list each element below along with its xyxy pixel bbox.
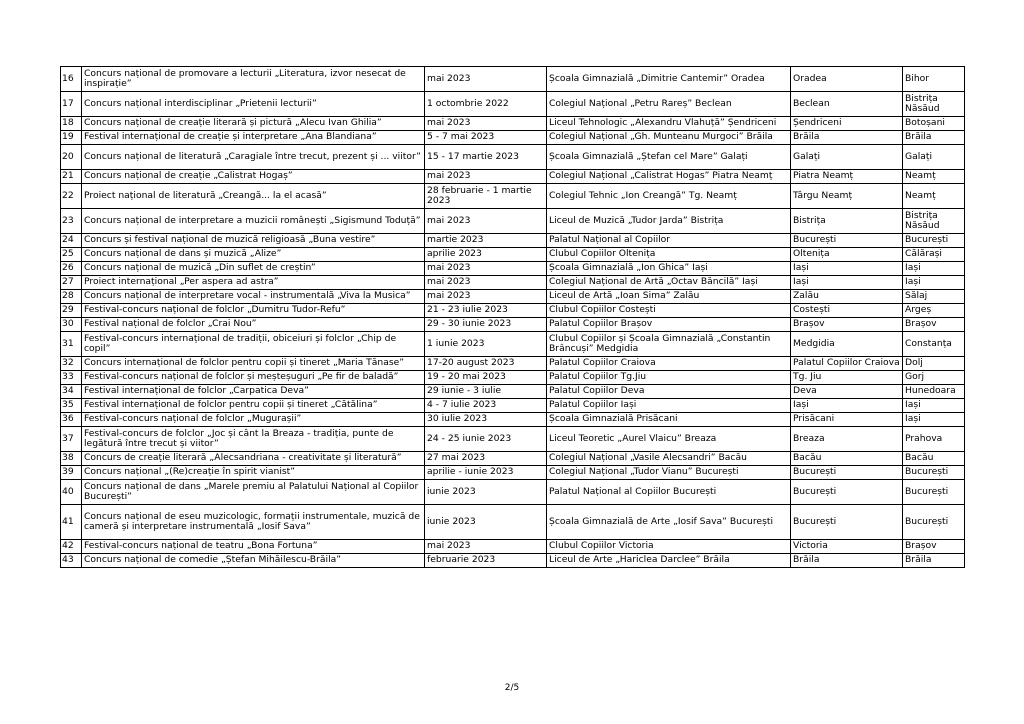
cell-nr: 43 <box>61 554 82 568</box>
table-row <box>61 452 965 466</box>
cell-county: Călărași <box>903 248 965 262</box>
cell-county: Hunedoara <box>903 385 965 399</box>
cell-institution: Liceul de Arte „Hariclea Darclee” Brăila <box>547 554 791 568</box>
cell-title: Festival internațional de folclor „Carpatica Deva” <box>82 385 425 399</box>
cell-date: mai 2023 <box>425 262 547 276</box>
cell-nr: 24 <box>61 234 82 248</box>
cell-nr: 32 <box>61 357 82 371</box>
cell-institution: Colegiul Național „Petru Rareș” Beclean <box>547 92 791 117</box>
cell-nr: 25 <box>61 248 82 262</box>
cell-title: Concurs național de creație „Calistrat Hogaș” <box>82 170 425 184</box>
cell-date: mai 2023 <box>425 290 547 304</box>
cell-city: Galați <box>791 145 903 170</box>
cell-nr: 41 <box>61 505 82 540</box>
cell-county: Bistrița Năsăud <box>903 209 965 234</box>
cell-institution: Palatul Copiilor Tg.Jiu <box>547 371 791 385</box>
competitions-table <box>60 66 965 568</box>
cell-county: Iași <box>903 262 965 276</box>
cell-city: Iași <box>791 276 903 290</box>
cell-date: mai 2023 <box>425 209 547 234</box>
cell-nr: 29 <box>61 304 82 318</box>
cell-nr: 36 <box>61 413 82 427</box>
cell-county: București <box>903 466 965 480</box>
cell-nr: 30 <box>61 318 82 332</box>
cell-date: 24 - 25 iunie 2023 <box>425 427 547 452</box>
cell-title: Concurs național de dans și muzică „Alize” <box>82 248 425 262</box>
cell-city: Târgu Neamț <box>791 184 903 209</box>
cell-date: 29 - 30 iunie 2023 <box>425 318 547 332</box>
cell-date: mai 2023 <box>425 540 547 554</box>
table-row <box>61 466 965 480</box>
cell-title: Concurs internațional de folclor pentru copii și tineret „Maria Tănase” <box>82 357 425 371</box>
cell-nr: 26 <box>61 262 82 276</box>
cell-date: martie 2023 <box>425 234 547 248</box>
cell-institution: Colegiul Tehnic „Ion Creangă” Tg. Neamț <box>547 184 791 209</box>
cell-date: 21 - 23 iulie 2023 <box>425 304 547 318</box>
cell-city: București <box>791 466 903 480</box>
cell-title: Proiect național de literatură „Creangă... la el acasă” <box>82 184 425 209</box>
cell-institution: Clubul Copiilor și Școala Gimnazială „Constantin Brâncuși” Medgidia <box>547 332 791 357</box>
cell-date: iunie 2023 <box>425 505 547 540</box>
table-row <box>61 209 965 234</box>
cell-date: 1 iunie 2023 <box>425 332 547 357</box>
cell-nr: 37 <box>61 427 82 452</box>
cell-nr: 23 <box>61 209 82 234</box>
cell-county: Iași <box>903 413 965 427</box>
cell-nr: 16 <box>61 67 82 92</box>
cell-county: Brașov <box>903 540 965 554</box>
cell-institution: Școala Gimnazială Prisăcani <box>547 413 791 427</box>
cell-county: Bihor <box>903 67 965 92</box>
cell-title: Concurs național „(Re)creație în spirit vianist” <box>82 466 425 480</box>
cell-title: Concurs de creație literară „Alecsandriana - creativitate și literatură” <box>82 452 425 466</box>
cell-city: Oradea <box>791 67 903 92</box>
cell-institution: Școala Gimnazială de Arte „Iosif Sava” București <box>547 505 791 540</box>
table-row <box>61 385 965 399</box>
cell-title: Concurs și festival național de muzică religioasă „Buna vestire” <box>82 234 425 248</box>
cell-title: Concurs național de promovare a lecturii „Literatura, izvor nesecat de inspirație” <box>82 67 425 92</box>
cell-title: Concurs național de eseu muzicologic, formații instrumentale, muzică de cameră și interpretare instrumentală „Iosif Sava” <box>82 505 425 540</box>
cell-institution: Colegiul Național de Artă „Octav Băncilă” Iași <box>547 276 791 290</box>
cell-title: Festival-concurs internațional de tradiții, obiceiuri și folclor „Chip de copil” <box>82 332 425 357</box>
cell-nr: 20 <box>61 145 82 170</box>
cell-title: Festival internațional de folclor pentru copii și tineret „Cătălina” <box>82 399 425 413</box>
table-row <box>61 332 965 357</box>
cell-county: Brașov <box>903 318 965 332</box>
cell-city: Costești <box>791 304 903 318</box>
table-row <box>61 318 965 332</box>
table-row <box>61 413 965 427</box>
cell-city: Oltenița <box>791 248 903 262</box>
cell-city: Brașov <box>791 318 903 332</box>
table-row <box>61 505 965 540</box>
cell-title: Festival-concurs național de folclor „Dumitru Tudor-Refu” <box>82 304 425 318</box>
cell-date: 15 - 17 martie 2023 <box>425 145 547 170</box>
cell-title: Concurs național de muzică „Din suflet de creștin” <box>82 262 425 276</box>
table-row <box>61 399 965 413</box>
table-row <box>61 131 965 145</box>
cell-date: mai 2023 <box>425 117 547 131</box>
cell-county: Gorj <box>903 371 965 385</box>
cell-date: mai 2023 <box>425 170 547 184</box>
cell-city: Iași <box>791 262 903 276</box>
table-row <box>61 117 965 131</box>
cell-institution: Liceul de Muzică „Tudor Jarda” Bistrița <box>547 209 791 234</box>
cell-city: Brăila <box>791 554 903 568</box>
cell-date: mai 2023 <box>425 67 547 92</box>
cell-city: București <box>791 234 903 248</box>
cell-institution: Colegiul Național „Calistrat Hogas” Piatra Neamț <box>547 170 791 184</box>
cell-date: 28 februarie - 1 martie 2023 <box>425 184 547 209</box>
cell-institution: Colegiul Național „Vasile Alecsandri” Bacău <box>547 452 791 466</box>
cell-county: Neamț <box>903 184 965 209</box>
cell-nr: 18 <box>61 117 82 131</box>
cell-date: 27 mai 2023 <box>425 452 547 466</box>
table-row <box>61 67 965 92</box>
cell-county: Prahova <box>903 427 965 452</box>
cell-institution: Palatul Copiilor Brașov <box>547 318 791 332</box>
cell-city: Victoria <box>791 540 903 554</box>
cell-institution: Palatul Național al Copiilor <box>547 234 791 248</box>
cell-nr: 22 <box>61 184 82 209</box>
cell-title: Festival-concurs național de folclor și meșteșuguri „Pe fir de baladă” <box>82 371 425 385</box>
cell-title: Festival național de folclor „Crai Nou” <box>82 318 425 332</box>
table-row <box>61 290 965 304</box>
cell-title: Concurs național de literatură „Caragiale între trecut, prezent și ... viitor” <box>82 145 425 170</box>
cell-county: Botoșani <box>903 117 965 131</box>
cell-county: Iași <box>903 276 965 290</box>
cell-county: Neamț <box>903 170 965 184</box>
cell-county: Brăila <box>903 554 965 568</box>
cell-institution: Palatul Național al Copiilor București <box>547 480 791 505</box>
cell-institution: Colegiul Național „Tudor Vianu” București <box>547 466 791 480</box>
cell-city: Bistrița <box>791 209 903 234</box>
cell-title: Concurs național interdisciplinar „Prietenii lecturii” <box>82 92 425 117</box>
cell-nr: 28 <box>61 290 82 304</box>
cell-nr: 35 <box>61 399 82 413</box>
cell-county: Galați <box>903 145 965 170</box>
table-row <box>61 554 965 568</box>
cell-county: Argeș <box>903 304 965 318</box>
table-row <box>61 304 965 318</box>
cell-county: București <box>903 505 965 540</box>
cell-nr: 39 <box>61 466 82 480</box>
cell-date: 29 iunie - 3 iulie <box>425 385 547 399</box>
cell-nr: 42 <box>61 540 82 554</box>
cell-date: 30 iulie 2023 <box>425 413 547 427</box>
cell-title: Concurs național de interpretare a muzicii românești „Sigismund Toduță” <box>82 209 425 234</box>
table-row <box>61 357 965 371</box>
cell-title: Festival-concurs național de teatru „Bona Fortuna” <box>82 540 425 554</box>
cell-nr: 33 <box>61 371 82 385</box>
cell-nr: 38 <box>61 452 82 466</box>
table-row <box>61 540 965 554</box>
cell-county: Iași <box>903 399 965 413</box>
cell-institution: Liceul Teoretic „Aurel Vlaicu” Breaza <box>547 427 791 452</box>
cell-title: Concurs național de creație literară și pictură „Alecu Ivan Ghilia” <box>82 117 425 131</box>
cell-city: București <box>791 480 903 505</box>
cell-county: Bacău <box>903 452 965 466</box>
cell-nr: 31 <box>61 332 82 357</box>
cell-institution: Școala Gimnazială „Ion Ghica” Iași <box>547 262 791 276</box>
cell-date: 1 octombrie 2022 <box>425 92 547 117</box>
cell-nr: 27 <box>61 276 82 290</box>
cell-date: iunie 2023 <box>425 480 547 505</box>
cell-title: Festival internațional de creație și interpretare „Ana Blandiana” <box>82 131 425 145</box>
table-row <box>61 145 965 170</box>
table-row <box>61 262 965 276</box>
cell-nr: 19 <box>61 131 82 145</box>
cell-county: Constanța <box>903 332 965 357</box>
cell-city: Iași <box>791 399 903 413</box>
cell-county: Bistrița Năsăud <box>903 92 965 117</box>
cell-institution: Clubul Copiilor Oltenița <box>547 248 791 262</box>
cell-title: Proiect internațional „Per aspera ad astra” <box>82 276 425 290</box>
page-number: 2/5 <box>504 683 520 693</box>
cell-city: Breaza <box>791 427 903 452</box>
cell-city: Șendriceni <box>791 117 903 131</box>
cell-city: Piatra Neamț <box>791 170 903 184</box>
cell-city: Tg. Jiu <box>791 371 903 385</box>
cell-county: Dolj <box>903 357 965 371</box>
cell-city: Bacău <box>791 452 903 466</box>
cell-date: februarie 2023 <box>425 554 547 568</box>
table-row <box>61 371 965 385</box>
cell-city: Deva <box>791 385 903 399</box>
cell-nr: 21 <box>61 170 82 184</box>
cell-county: Brăila <box>903 131 965 145</box>
cell-title: Concurs național de interpretare vocal - instrumentală „Viva la Musica” <box>82 290 425 304</box>
cell-title: Festival-concurs național de folclor „Mugurașii” <box>82 413 425 427</box>
cell-city: Palatul Copiilor Craiova <box>791 357 903 371</box>
cell-institution: Liceul de Artă „Ioan Sima” Zalău <box>547 290 791 304</box>
table-row <box>61 92 965 117</box>
cell-date: 4 - 7 iulie 2023 <box>425 399 547 413</box>
cell-date: 5 - 7 mai 2023 <box>425 131 547 145</box>
cell-title: Festival-concurs de folclor „Joc și cânt la Breaza - tradiția, punte de legătură între trecut și viitor” <box>82 427 425 452</box>
cell-county: Sălaj <box>903 290 965 304</box>
cell-county: București <box>903 480 965 505</box>
table-row <box>61 234 965 248</box>
cell-institution: Școala Gimnazială „Ștefan cel Mare” Galați <box>547 145 791 170</box>
table-row <box>61 170 965 184</box>
cell-institution: Palatul Copiilor Deva <box>547 385 791 399</box>
cell-date: 19 - 20 mai 2023 <box>425 371 547 385</box>
cell-date: 17-20 august 2023 <box>425 357 547 371</box>
cell-date: mai 2023 <box>425 276 547 290</box>
cell-city: Medgidia <box>791 332 903 357</box>
cell-institution: Școala Gimnazială „Dimitrie Cantemir” Oradea <box>547 67 791 92</box>
cell-institution: Palatul Copiilor Craiova <box>547 357 791 371</box>
cell-title: Concurs național de dans „Marele premiu al Palatului Național al Copiilor București” <box>82 480 425 505</box>
table-row <box>61 480 965 505</box>
cell-institution: Colegiul Național „Gh. Munteanu Murgoci” Brăila <box>547 131 791 145</box>
cell-institution: Clubul Copiilor Victoria <box>547 540 791 554</box>
cell-date: aprilie 2023 <box>425 248 547 262</box>
cell-institution: Clubul Copiilor Costești <box>547 304 791 318</box>
cell-city: Zalău <box>791 290 903 304</box>
cell-city: Prisăcani <box>791 413 903 427</box>
cell-city: Brăila <box>791 131 903 145</box>
cell-nr: 17 <box>61 92 82 117</box>
cell-nr: 34 <box>61 385 82 399</box>
cell-date: aprilie - iunie 2023 <box>425 466 547 480</box>
cell-city: București <box>791 505 903 540</box>
table-body <box>61 67 965 568</box>
table-row <box>61 248 965 262</box>
cell-city: Beclean <box>791 92 903 117</box>
cell-institution: Palatul Copiilor Iași <box>547 399 791 413</box>
table-row <box>61 276 965 290</box>
table-row <box>61 184 965 209</box>
table-row <box>61 427 965 452</box>
cell-nr: 40 <box>61 480 82 505</box>
cell-institution: Liceul Tehnologic „Alexandru Vlahuță” Șendriceni <box>547 117 791 131</box>
cell-title: Concurs național de comedie „Ștefan Mihăilescu-Brăila” <box>82 554 425 568</box>
cell-county: București <box>903 234 965 248</box>
